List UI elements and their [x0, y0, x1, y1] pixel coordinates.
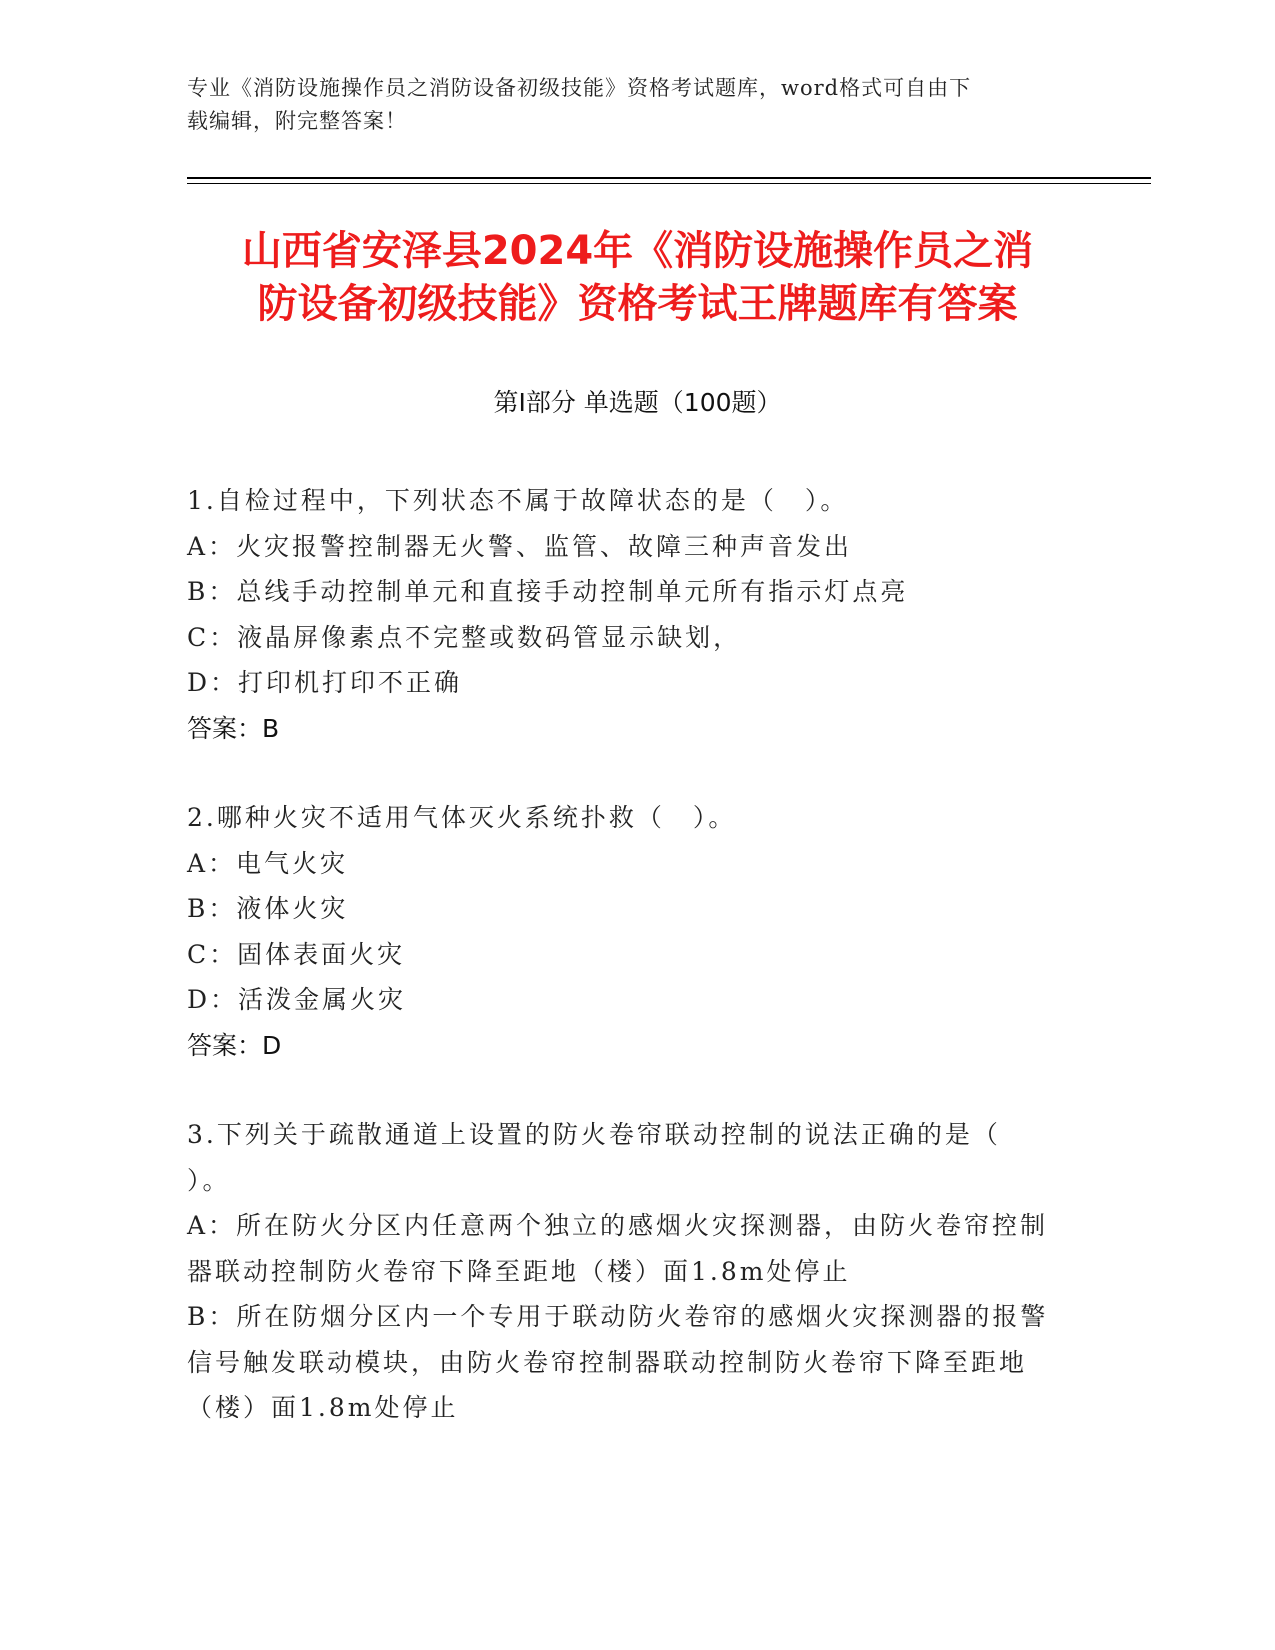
- question-stem: 2.哪种火灾不适用气体灭火系统扑救（ ）。: [187, 803, 737, 832]
- header-line-1: 专业《消防设施操作员之消防设备初级技能》资格考试题库，word格式可自由下: [187, 76, 972, 100]
- question-option: C：液晶屏像素点不完整或数码管显示缺划，: [187, 622, 742, 652]
- question-stem: 3.下列关于疏散通道上设置的防火卷帘联动控制的说法正确的是（: [187, 1120, 1001, 1149]
- document-header: [187, 72, 1067, 138]
- header-line-2: 载编辑，附完整答案！: [187, 109, 407, 133]
- header-divider-thick: [187, 177, 1151, 179]
- question-option: 器联动控制防火卷帘下降至距地（楼）面1.8m处停止: [187, 1256, 851, 1286]
- question-answer: 答案：B: [187, 713, 280, 743]
- question-stem: ）。: [187, 1165, 231, 1195]
- question-list: [187, 478, 1067, 1475]
- question-answer: 答案：D: [187, 1030, 282, 1060]
- question-option: A：火灾报警控制器无火警、监管、故障三种声音发出: [187, 531, 853, 561]
- question-option: B：所在防烟分区内一个专用于联动防火卷帘的感烟火灾探测器的报警: [187, 1302, 1049, 1331]
- question-option: B：液体火灾: [187, 894, 349, 923]
- question-option: 信号触发联动模块，由防火卷帘控制器联动控制防火卷帘下降至距地: [187, 1347, 1028, 1377]
- question-item: [187, 478, 1067, 751]
- question-option: B：总线手动控制单元和直接手动控制单元所有指示灯点亮: [187, 577, 909, 606]
- question-option: A：电气火灾: [187, 848, 349, 878]
- question-option: C：固体表面火灾: [187, 939, 406, 969]
- question-option: D：活泼金属火灾: [187, 985, 407, 1014]
- document-title: [150, 225, 1125, 331]
- title-line-2: 防设备初级技能》资格考试王牌题库有答案: [257, 281, 1018, 327]
- question-option: （楼）面1.8m处停止: [187, 1393, 459, 1422]
- question-option: D：打印机打印不正确: [187, 668, 463, 697]
- question-stem: 1.自检过程中，下列状态不属于故障状态的是（ ）。: [187, 486, 849, 515]
- question-item: [187, 1112, 1067, 1431]
- section-heading: 第Ⅰ部分 单选题（100题）: [493, 388, 782, 417]
- question-item: [187, 795, 1067, 1068]
- title-line-1: 山西省安泽县2024年《消防设施操作员之消: [241, 228, 1034, 274]
- header-divider-thin: [187, 183, 1151, 184]
- question-option: A：所在防火分区内任意两个独立的感烟火灾探测器，由防火卷帘控制: [187, 1211, 1049, 1240]
